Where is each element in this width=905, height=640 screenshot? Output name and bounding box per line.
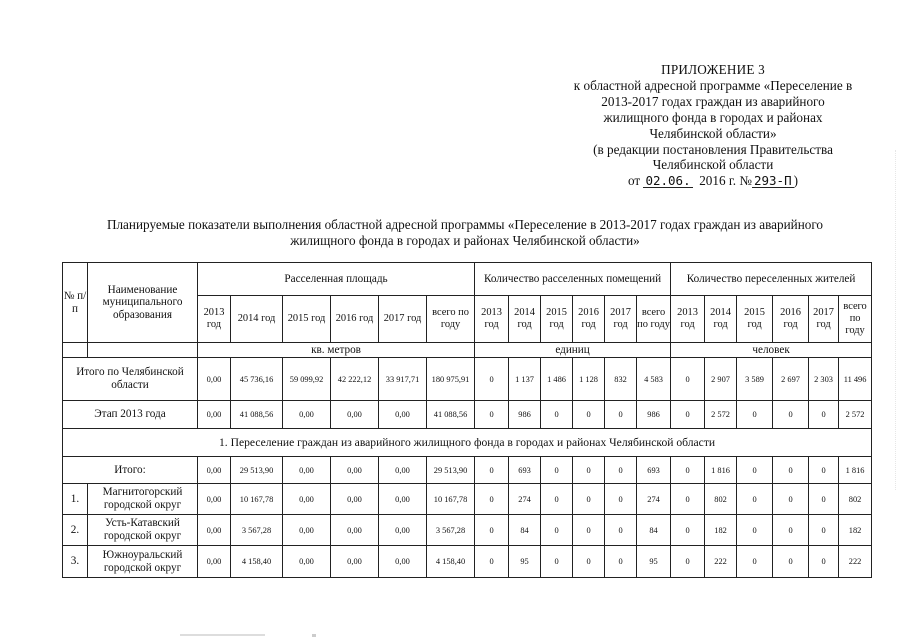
area-value: 0,00 <box>283 457 331 484</box>
table-row <box>63 358 872 401</box>
people-value: 2 303 <box>809 358 839 401</box>
rooms-value: 84 <box>509 515 541 546</box>
area-value: 0,00 <box>283 484 331 515</box>
header-area: Расселенная площадь <box>198 263 475 296</box>
people-value: 0 <box>809 546 839 578</box>
table-row <box>63 484 872 515</box>
header-rooms: Количество расселенных помещений <box>475 263 671 296</box>
rooms-value: 0 <box>541 401 573 429</box>
table-row <box>63 401 872 429</box>
appendix-line: жилищного фонда в городах и районах <box>603 109 823 125</box>
rooms-value: 0 <box>605 546 637 578</box>
area-value: 0,00 <box>198 484 231 515</box>
people-value: 0 <box>773 401 809 429</box>
rooms-value: 986 <box>637 401 671 429</box>
header-people: Количество переселенных жителей <box>671 263 872 296</box>
appendix-line: 2013-2017 годах граждан из аварийного <box>601 93 825 109</box>
people-value: 0 <box>773 484 809 515</box>
unit-area: кв. метров <box>198 343 475 358</box>
indicators-table <box>62 262 872 578</box>
row-name: Усть-Катавский городской округ <box>88 515 198 546</box>
rooms-value: 0 <box>573 457 605 484</box>
area-value: 0,00 <box>283 546 331 578</box>
area-value: 0,00 <box>198 457 231 484</box>
unit-spacer <box>88 343 198 358</box>
area-value: 33 917,71 <box>379 358 427 401</box>
area-value: 41 088,56 <box>427 401 475 429</box>
area-value: 0,00 <box>331 457 379 484</box>
year-header: 2016 год <box>331 296 379 343</box>
area-value: 29 513,90 <box>231 457 283 484</box>
header-num: № п/п <box>63 263 88 343</box>
area-value: 0,00 <box>379 484 427 515</box>
row-name: Магнитогорский городской округ <box>88 484 198 515</box>
rooms-value: 0 <box>541 484 573 515</box>
area-value: 0,00 <box>198 401 231 429</box>
row-name: Этап 2013 года <box>63 401 198 429</box>
table-row <box>63 515 872 546</box>
appendix-line: Челябинской области» <box>649 125 777 141</box>
row-number: 3. <box>63 546 88 578</box>
rooms-value: 0 <box>573 484 605 515</box>
unit-people: человек <box>671 343 872 358</box>
rooms-value: 0 <box>541 515 573 546</box>
rooms-value: 0 <box>475 546 509 578</box>
resolution-suffix: ) <box>793 173 799 189</box>
resolution-year: 2016 г. № <box>699 173 752 189</box>
rooms-value: 0 <box>605 484 637 515</box>
year-header: 2014 год <box>509 296 541 343</box>
scan-artifact <box>312 634 316 637</box>
rooms-value: 0 <box>573 401 605 429</box>
people-value: 0 <box>671 457 705 484</box>
appendix-line: Челябинской области <box>652 157 774 173</box>
area-value: 0,00 <box>331 401 379 429</box>
people-value: 0 <box>737 457 773 484</box>
area-value: 4 158,40 <box>231 546 283 578</box>
rooms-value: 0 <box>541 546 573 578</box>
area-value: 0,00 <box>379 401 427 429</box>
people-value: 1 816 <box>839 457 872 484</box>
area-value: 0,00 <box>331 546 379 578</box>
row-number: 2. <box>63 515 88 546</box>
year-header: 2017 год <box>379 296 427 343</box>
document-title-line: Планируемые показатели выполнения областной адресной программы «Переселение в 2013-2017 годах граждан из аварийного <box>106 217 824 232</box>
rooms-value: 95 <box>509 546 541 578</box>
row-number: 1. <box>63 484 88 515</box>
year-header: 2014 год <box>705 296 737 343</box>
row-name: Итого по Челябинской области <box>63 358 198 401</box>
people-value: 0 <box>773 457 809 484</box>
table-row <box>63 457 872 484</box>
rooms-value: 0 <box>475 401 509 429</box>
rooms-value: 0 <box>605 401 637 429</box>
row-name: Итого: <box>63 457 198 484</box>
rooms-value: 0 <box>573 515 605 546</box>
year-header: всего по году <box>839 296 872 343</box>
unit-rooms: единиц <box>475 343 671 358</box>
appendix-line: (в редакции постановления Правительства <box>593 141 833 157</box>
year-header: всего по году <box>427 296 475 343</box>
rooms-value: 274 <box>637 484 671 515</box>
rooms-value: 693 <box>509 457 541 484</box>
area-value: 0,00 <box>198 546 231 578</box>
rooms-value: 4 583 <box>637 358 671 401</box>
people-value: 0 <box>737 546 773 578</box>
people-value: 2 572 <box>839 401 872 429</box>
people-value: 0 <box>773 546 809 578</box>
people-value: 0 <box>671 358 705 401</box>
row-name: Южноуральский городской округ <box>88 546 198 578</box>
people-value: 0 <box>809 515 839 546</box>
year-header: 2016 год <box>573 296 605 343</box>
people-value: 1 816 <box>705 457 737 484</box>
year-header: 2016 год <box>773 296 809 343</box>
area-value: 45 736,16 <box>231 358 283 401</box>
area-value: 0,00 <box>283 515 331 546</box>
people-value: 182 <box>839 515 872 546</box>
year-header: 2017 год <box>605 296 637 343</box>
people-value: 0 <box>671 401 705 429</box>
area-value: 0,00 <box>198 358 231 401</box>
section-title: 1. Переселение граждан из аварийного жилищного фонда в городах и районах Челябинской области <box>63 429 872 457</box>
appendix-line: к областной адресной программе «Переселение в <box>573 77 853 93</box>
rooms-value: 832 <box>605 358 637 401</box>
rooms-value: 1 486 <box>541 358 573 401</box>
people-value: 802 <box>705 484 737 515</box>
people-value: 182 <box>705 515 737 546</box>
people-value: 0 <box>809 401 839 429</box>
resolution-prefix: от <box>627 173 644 189</box>
people-value: 0 <box>671 546 705 578</box>
rooms-value: 0 <box>475 484 509 515</box>
people-value: 11 496 <box>839 358 872 401</box>
people-value: 0 <box>737 484 773 515</box>
area-value: 180 975,91 <box>427 358 475 401</box>
resolution-number: 293-П <box>753 173 792 189</box>
resolution-date: 02.06. <box>645 173 691 189</box>
area-value: 0,00 <box>331 515 379 546</box>
people-value: 222 <box>705 546 737 578</box>
year-header: 2013 год <box>671 296 705 343</box>
section-row <box>63 429 872 457</box>
people-value: 2 572 <box>705 401 737 429</box>
year-header: всего по году <box>637 296 671 343</box>
scan-artifact <box>895 150 897 490</box>
area-value: 41 088,56 <box>231 401 283 429</box>
people-value: 0 <box>737 515 773 546</box>
rooms-value: 0 <box>541 457 573 484</box>
area-value: 0,00 <box>379 515 427 546</box>
area-value: 42 222,12 <box>331 358 379 401</box>
rooms-value: 0 <box>605 457 637 484</box>
people-value: 0 <box>671 515 705 546</box>
people-value: 0 <box>809 484 839 515</box>
rooms-value: 1 128 <box>573 358 605 401</box>
appendix-title: ПРИЛОЖЕНИЕ 3 <box>661 62 765 77</box>
table-row <box>63 546 872 578</box>
area-value: 0,00 <box>379 457 427 484</box>
people-value: 222 <box>839 546 872 578</box>
document-title-line: жилищного фонда в городах и районах Челябинской области» <box>290 233 640 248</box>
rooms-value: 986 <box>509 401 541 429</box>
rooms-value: 274 <box>509 484 541 515</box>
rooms-value: 693 <box>637 457 671 484</box>
scan-artifact <box>180 634 265 636</box>
document-title <box>40 217 890 249</box>
area-value: 59 099,92 <box>283 358 331 401</box>
appendix-block <box>548 62 878 189</box>
year-header: 2013 год <box>475 296 509 343</box>
rooms-value: 1 137 <box>509 358 541 401</box>
area-value: 3 567,28 <box>427 515 475 546</box>
area-value: 4 158,40 <box>427 546 475 578</box>
year-header: 2015 год <box>541 296 573 343</box>
area-value: 0,00 <box>331 484 379 515</box>
rooms-value: 95 <box>637 546 671 578</box>
rooms-value: 84 <box>637 515 671 546</box>
people-value: 3 589 <box>737 358 773 401</box>
rooms-value: 0 <box>605 515 637 546</box>
year-header: 2015 год <box>283 296 331 343</box>
rooms-value: 0 <box>573 546 605 578</box>
people-value: 0 <box>737 401 773 429</box>
header-name: Наименование муниципального образования <box>88 263 198 343</box>
area-value: 3 567,28 <box>231 515 283 546</box>
people-value: 2 697 <box>773 358 809 401</box>
people-value: 0 <box>671 484 705 515</box>
year-header: 2013 год <box>198 296 231 343</box>
people-value: 802 <box>839 484 872 515</box>
rooms-value: 0 <box>475 457 509 484</box>
year-header: 2014 год <box>231 296 283 343</box>
people-value: 0 <box>773 515 809 546</box>
area-value: 10 167,78 <box>427 484 475 515</box>
area-value: 29 513,90 <box>427 457 475 484</box>
area-value: 0,00 <box>283 401 331 429</box>
area-value: 10 167,78 <box>231 484 283 515</box>
units-row <box>63 343 872 358</box>
people-value: 2 907 <box>705 358 737 401</box>
rooms-value: 0 <box>475 358 509 401</box>
unit-spacer <box>63 343 88 358</box>
area-value: 0,00 <box>379 546 427 578</box>
year-header: 2015 год <box>737 296 773 343</box>
people-value: 0 <box>809 457 839 484</box>
header-row <box>63 263 872 296</box>
rooms-value: 0 <box>475 515 509 546</box>
year-header: 2017 год <box>809 296 839 343</box>
area-value: 0,00 <box>198 515 231 546</box>
resolution-line <box>548 173 878 189</box>
